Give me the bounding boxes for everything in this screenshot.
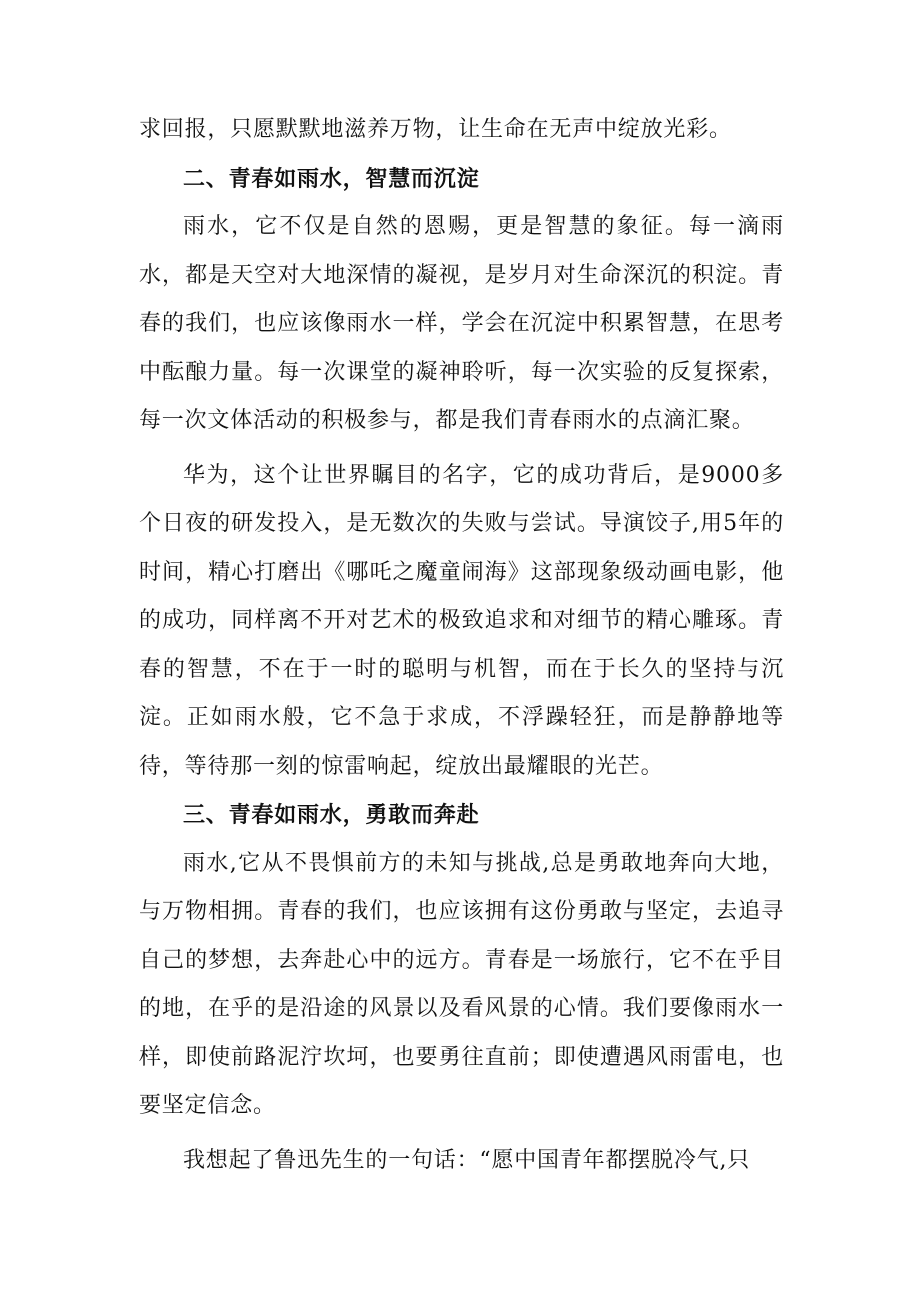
paragraph-continuation: 求回报，只愿默默地滋养万物，让生命在无声中绽放光彩。 [139, 117, 732, 142]
paragraph-rain-wisdom: 雨水，它不仅是自然的恩赐，更是智慧的象征。每一滴雨水，都是天空对大地深情的凝视，是岁月对生命深沉的积淀。青春的我们，也应该像雨水一样，学会在沉淀中积累智慧，在思考中酝酿力量。每一次课堂的凝神聆听，每一次实验的反复探索，每一次文体活动的积极参与，都是我们青春雨水的点滴汇聚。 [139, 214, 784, 433]
paragraph-luxun-quote: 我想起了鲁迅先生的一句话：“愿中国青年都摆脱冷气,只 [183, 1147, 751, 1173]
paragraph-rain-courage: 雨水,它从不畏惧前方的未知与挑战,总是勇敢地奔向大地，与万物相拥。青春的我们，也应该拥有这份勇敢与坚定，去追寻自己的梦想，去奔赴心中的远方。青春是一场旅行，它不在乎目的地，在乎的是沿途的风景以及看风景的心情。我们要像雨水一样，即使前路泥泞坎坷，也要勇往直前；即使遭遇风雨雷电，也要坚定信念。 [139, 850, 784, 1118]
document-body [139, 106, 784, 1185]
section-heading-two: 二、青春如雨水，智慧而沉淀 [183, 165, 480, 192]
section-heading-three: 三、青春如雨水，勇敢而奔赴 [183, 802, 480, 828]
paragraph-huawei-example: 华为，这个让世界瞩目的名字，它的成功背后，是9000多个日夜的研发投入，是无数次的失败与尝试。导演饺子,用5年的时间，精心打磨出《哪吒之魔童闹海》这部现象级动画电影，他的成功，同样离不开对艺术的极致追求和对细节的精心雕琢。青春的智慧，不在于一时的聪明与机智，而在于长久的坚持与沉淀。正如雨水般，它不急于求成，不浮躁轻狂，而是静静地等待，等待那一刻的惊雷响起，绽放出最耀眼的光芒。 [139, 462, 784, 779]
